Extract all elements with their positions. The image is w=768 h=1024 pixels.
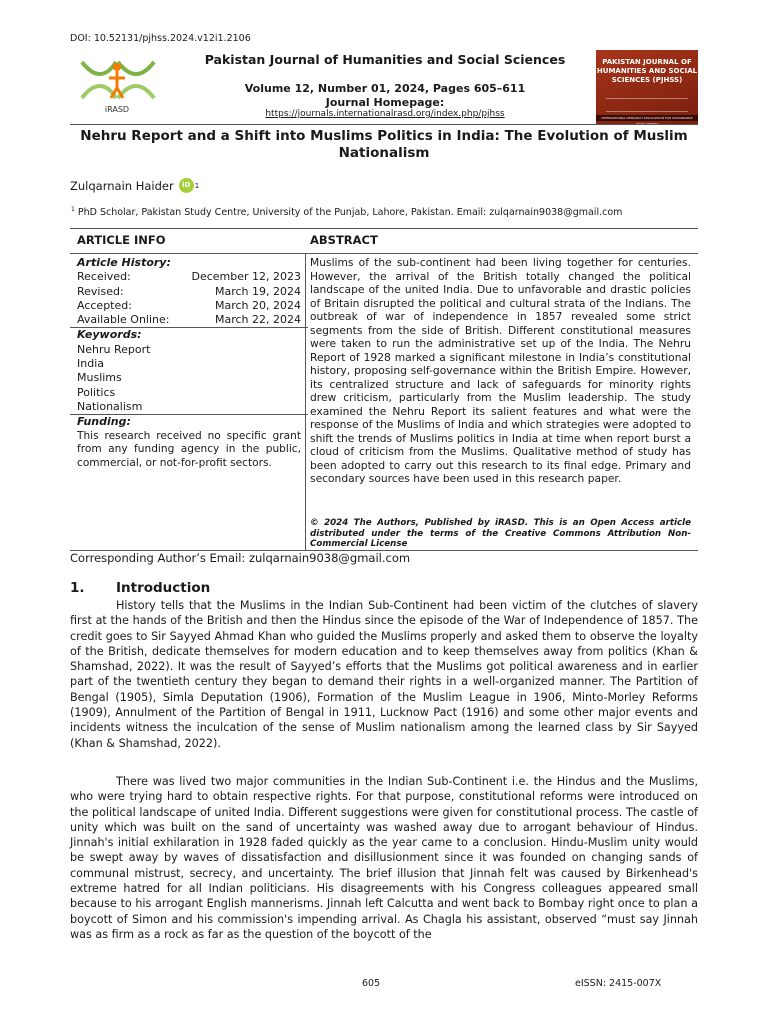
license-text: © 2024 The Authors, Published by iRASD. This is an Open Access article distributed under the terms of the Creative Commons Attribution Non-Commercial License (310, 518, 691, 549)
volume-info: Volume 12, Number 01, 2024, Pages 605–611 (244, 82, 526, 95)
intro-paragraph-1: History tells that the Muslims in the Indian Sub-Continent had been victim of the clutches of slavery first at the hands of the British and then the Hindus since the episode of the War of Independence of 1857. The credit goes to Sir Sayyed Ahmad Khan who guided the Muslims properly and asked them to observe the loyalty of the British, dedicate themselves for modern education and to keep themselves away from politics (Khan & Shamshad, 2022). It was the result of Sayyed’s efforts that the Muslims got political awareness and in earlier part of the twentieth century they began to demand their rights in a well-organized manner. The Partition of Bengal (1905), Simla Deputation (1906), Formation of the Muslim League in 1906, Minto-Morley Reforms (1909), Annulment of the Partition of Bengal in 1911, Lucknow Pact (1916) and some other major events and incidents witness the inculcation of the sense of Muslim nationalism among the learned class by Sir Sayyed (Khan & Shamshad, 2022). (70, 599, 698, 750)
header-rule (70, 124, 698, 125)
history-row: Received: December 12, 2023 (77, 270, 301, 284)
keyword-item: Nationalism (77, 399, 143, 413)
abstract-heading: ABSTRACT (310, 233, 378, 247)
affiliation-superscript: 1 (71, 206, 75, 213)
journal-cover-image (596, 50, 698, 125)
eissn: eISSN: 2415-007X (575, 978, 662, 989)
history-row: Accepted: March 20, 2024 (77, 298, 301, 312)
section-number: 1. (70, 580, 85, 596)
affiliation-text: PhD Scholar, Pakistan Study Centre, University of the Punjab, Lahore, Pakistan. Email: zulqarnain9038@gmail.com (77, 207, 623, 219)
affiliation (70, 206, 622, 218)
keyword-item: Nehru Report (77, 342, 151, 356)
info-top-rule (70, 228, 698, 229)
cover-strip: INTERNATIONAL RESEARCH ASSOCIATION FOR SUSTAINABLE DEVELOPMENT (596, 115, 698, 121)
dna-helix-icon (82, 62, 154, 98)
author-line (70, 178, 199, 193)
history-label: Article History: (77, 256, 171, 269)
history-row: Available Online: March 22, 2024 (77, 313, 301, 327)
funding-label: Funding: (77, 415, 131, 429)
author-superscript: 1 (194, 181, 200, 190)
history-row: Revised: March 19, 2024 (77, 284, 301, 298)
paper-title: Nehru Report and a Shift into Muslims Politics in India: The Evolution of Muslim Nationalism (80, 128, 688, 161)
logo-text: iRASD (104, 105, 130, 114)
intro-paragraph-2: There was lived two major communities in the Indian Sub-Continent i.e. the Hindus and the Muslims, who were trying hard to obtain respective rights. For that purpose, constitutional reforms were introduced on the political landscape of united India. Different suggestions were given for constitutional process. The castle of unity which was built on the sand of uncertainty was washed away due to arrogant behaviour of Hindus. Jinnah's initial exhilaration in 1928 faded quickly as the year came to a conclusion. Hindu-Muslim unity would be swept away by waves of dissatisfaction and disillusionment since it was founded on changing sands of communal mistrust, secrecy, and uncertainty. The brief illusion that Jinnah felt was caused by Birkenhead's extreme hatred for all Indian politicians. His disagreements with his Congress colleagues appeared small because to his arrogant English mannerisms. Jinnah left Calcutta and went back to Bombay right once to plan a boycott of Simon and his commission's impending arrival. As Chagla his assistant, observed “must say Jinnah was as firm as a rock as far as the question of the boycott of the (70, 775, 698, 941)
section-title: Introduction (116, 580, 211, 596)
homepage-link[interactable]: https://journals.internationalrasd.org/index.php/pjhss (265, 109, 505, 119)
abstract-text: Muslims of the sub-continent had been living together for centuries. However, the arrival of the British totally changed the political landscape of the united India. Due to unfavorable and drastic policies of Britain disrupted the political and cultural strata of the Indians. The outbreak of war of independence in 1857 revealed some strict segments from the side of British. Different constitutional measures were taken to run the administrative set up of the India. The Nehru Report of 1928 marked a significant milestone in India’s constitutional history, proposing self-governance within the British Empire. However, its centralized structure and lack of safeguards for minority rights drew criticism, particularly from the Muslim leadership. The study examined the Nehru Report its salient features and what were the response of the Muslims of India and which strategies were adopted to shift the trends of Muslims politics in India at time when report burst a cloud of criticism from the Muslims. Qualitative method of study has been adopted to carry out this research to its final edge. Primary and secondary sources have been used in this research paper. (310, 256, 691, 485)
column-divider (305, 254, 306, 550)
keyword-item: India (77, 357, 104, 371)
funding-text: This research received no specific grant from any funding agency in the public, commercial, or not-for-profit sectors. (77, 429, 301, 469)
cover-decoration (606, 98, 688, 112)
keyword-item: Politics (77, 385, 116, 399)
corresponding-email: Corresponding Author’s Email: zulqarnain9038@gmail.com (70, 551, 411, 565)
page-number: 605 (362, 978, 381, 989)
orcid-icon[interactable]: iD (179, 178, 194, 193)
homepage-label: Journal Homepage: (325, 96, 445, 109)
cover-title: PAKISTAN JOURNAL OF HUMANITIES AND SOCIAL SCIENCES (PJHSS) (596, 58, 698, 84)
article-info-heading: ARTICLE INFO (77, 233, 166, 247)
irasd-logo (76, 58, 158, 116)
journal-title: Pakistan Journal of Humanities and Social Sciences (204, 52, 566, 67)
keywords-label: Keywords: (77, 328, 142, 342)
article-info-column (77, 256, 301, 470)
doi: DOI: 10.52131/pjhss.2024.v12i1.2106 (70, 33, 251, 44)
keyword-item: Muslims (77, 371, 122, 385)
info-header-rule (70, 253, 698, 254)
author-name: Zulqarnain Haider (70, 178, 174, 193)
section-heading-introduction (70, 580, 210, 596)
